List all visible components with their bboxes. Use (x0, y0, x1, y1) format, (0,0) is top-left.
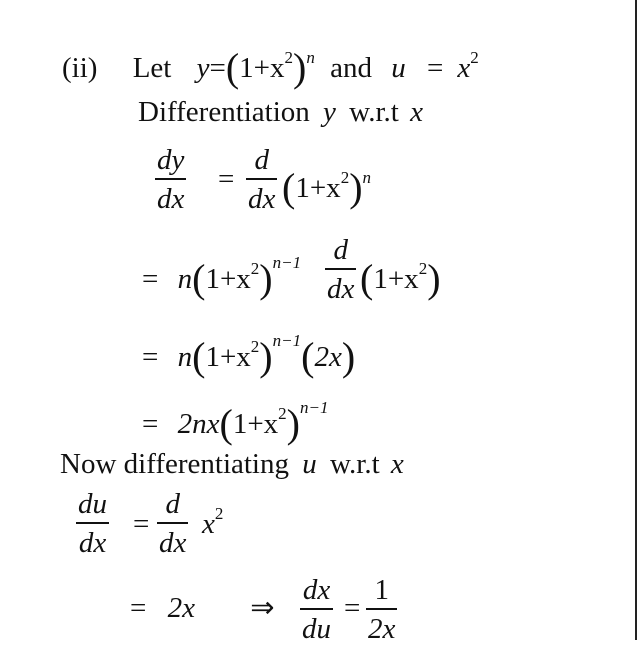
now-differentiating-heading (60, 450, 404, 479)
paren: ( (360, 256, 374, 301)
step-result-dy-dx (142, 398, 329, 446)
paren: ) (341, 334, 356, 379)
exp: 2 (250, 337, 260, 356)
numerator: du (78, 488, 107, 520)
fraction-dx-du (300, 576, 333, 644)
expression (282, 164, 372, 210)
var-x: x (390, 448, 404, 480)
paren: ( (282, 165, 296, 210)
heading-text: Now differentiating (60, 448, 289, 480)
denominator: du (302, 612, 331, 645)
expression (202, 504, 224, 540)
equals: = (130, 592, 147, 624)
paren: ) (259, 256, 273, 301)
fraction-d-dx (246, 146, 277, 214)
denominator: dx (78, 526, 107, 559)
var-n: n (177, 341, 193, 373)
fraction-d-dx (157, 490, 188, 558)
var-y: y (323, 96, 336, 128)
expr: 1+x (205, 341, 251, 373)
var-u: u (302, 448, 317, 480)
exp: n−1 (300, 398, 329, 417)
wrt: w.r.t (349, 96, 399, 128)
denominator: dx (327, 272, 355, 305)
fraction-d-dx (325, 236, 356, 304)
var-x: x (410, 96, 423, 128)
paren: ( (192, 334, 206, 379)
numerator: dx (302, 574, 331, 606)
heading-text: Differentiation (138, 96, 310, 128)
expr: 1+x (232, 408, 279, 440)
paren: ) (349, 165, 363, 210)
paren: ) (293, 45, 307, 90)
equals: = (344, 592, 361, 624)
exp: n−1 (272, 253, 302, 272)
expr: 1+x (295, 172, 341, 204)
paren: ) (259, 334, 273, 379)
wrt: w.r.t (329, 448, 380, 480)
fraction-one-over-2x (366, 576, 397, 644)
exp: 2 (278, 404, 287, 423)
expr: 1+x (239, 52, 285, 84)
page-right-border (635, 0, 637, 640)
var-y: y (196, 52, 210, 84)
expr: 1+x (373, 263, 419, 295)
expr: 2nx (177, 408, 220, 440)
exp: 2 (418, 259, 428, 278)
equals: = (142, 263, 159, 295)
exp: n−1 (272, 331, 302, 350)
step-result-du-dx (130, 594, 275, 623)
step-chain-rule (142, 253, 302, 301)
step-substitute (142, 331, 356, 379)
part-label: (ii) (62, 52, 98, 84)
paren: ( (219, 401, 233, 446)
exp: 2 (284, 48, 294, 67)
numerator: dy (157, 144, 185, 176)
differentiation-heading (138, 98, 423, 127)
var-n: n (177, 263, 193, 295)
denominator: dx (157, 182, 185, 215)
equals: = (133, 508, 150, 540)
numerator: 1 (374, 574, 389, 606)
numerator: d (333, 234, 348, 266)
exp-n: n (362, 168, 372, 187)
denominator: 2x (368, 612, 396, 645)
implies-symbol: ⇒ (250, 592, 275, 624)
var-u: u (391, 52, 406, 84)
exp: 2 (470, 48, 479, 67)
var-x: x (457, 52, 471, 84)
fraction-du-dx (76, 490, 109, 558)
equals: = (426, 52, 444, 84)
paren: ( (192, 256, 206, 301)
statement-line (62, 44, 479, 90)
equals: = (218, 163, 235, 195)
paren: ( (301, 334, 315, 379)
paren: ) (286, 401, 300, 446)
expression (360, 255, 441, 301)
equals: = (142, 341, 159, 373)
equals: = (142, 408, 159, 440)
paren: ( (225, 45, 240, 90)
and-word: and (330, 52, 372, 84)
exp-n: n (306, 48, 315, 67)
numerator: d (254, 144, 269, 176)
let-word: Let (132, 52, 172, 84)
paren: ) (427, 256, 441, 301)
exp: 2 (214, 504, 224, 523)
exp: 2 (340, 168, 350, 187)
expr: 1+x (205, 263, 251, 295)
numerator: d (165, 488, 180, 520)
fraction-dy-dx (155, 146, 186, 214)
expr: 2x (167, 592, 195, 624)
var-x: x (202, 508, 215, 540)
denominator: dx (248, 182, 276, 215)
exp: 2 (250, 259, 260, 278)
equals: = (209, 52, 226, 84)
expr: 2x (314, 341, 342, 373)
denominator: dx (159, 526, 187, 559)
